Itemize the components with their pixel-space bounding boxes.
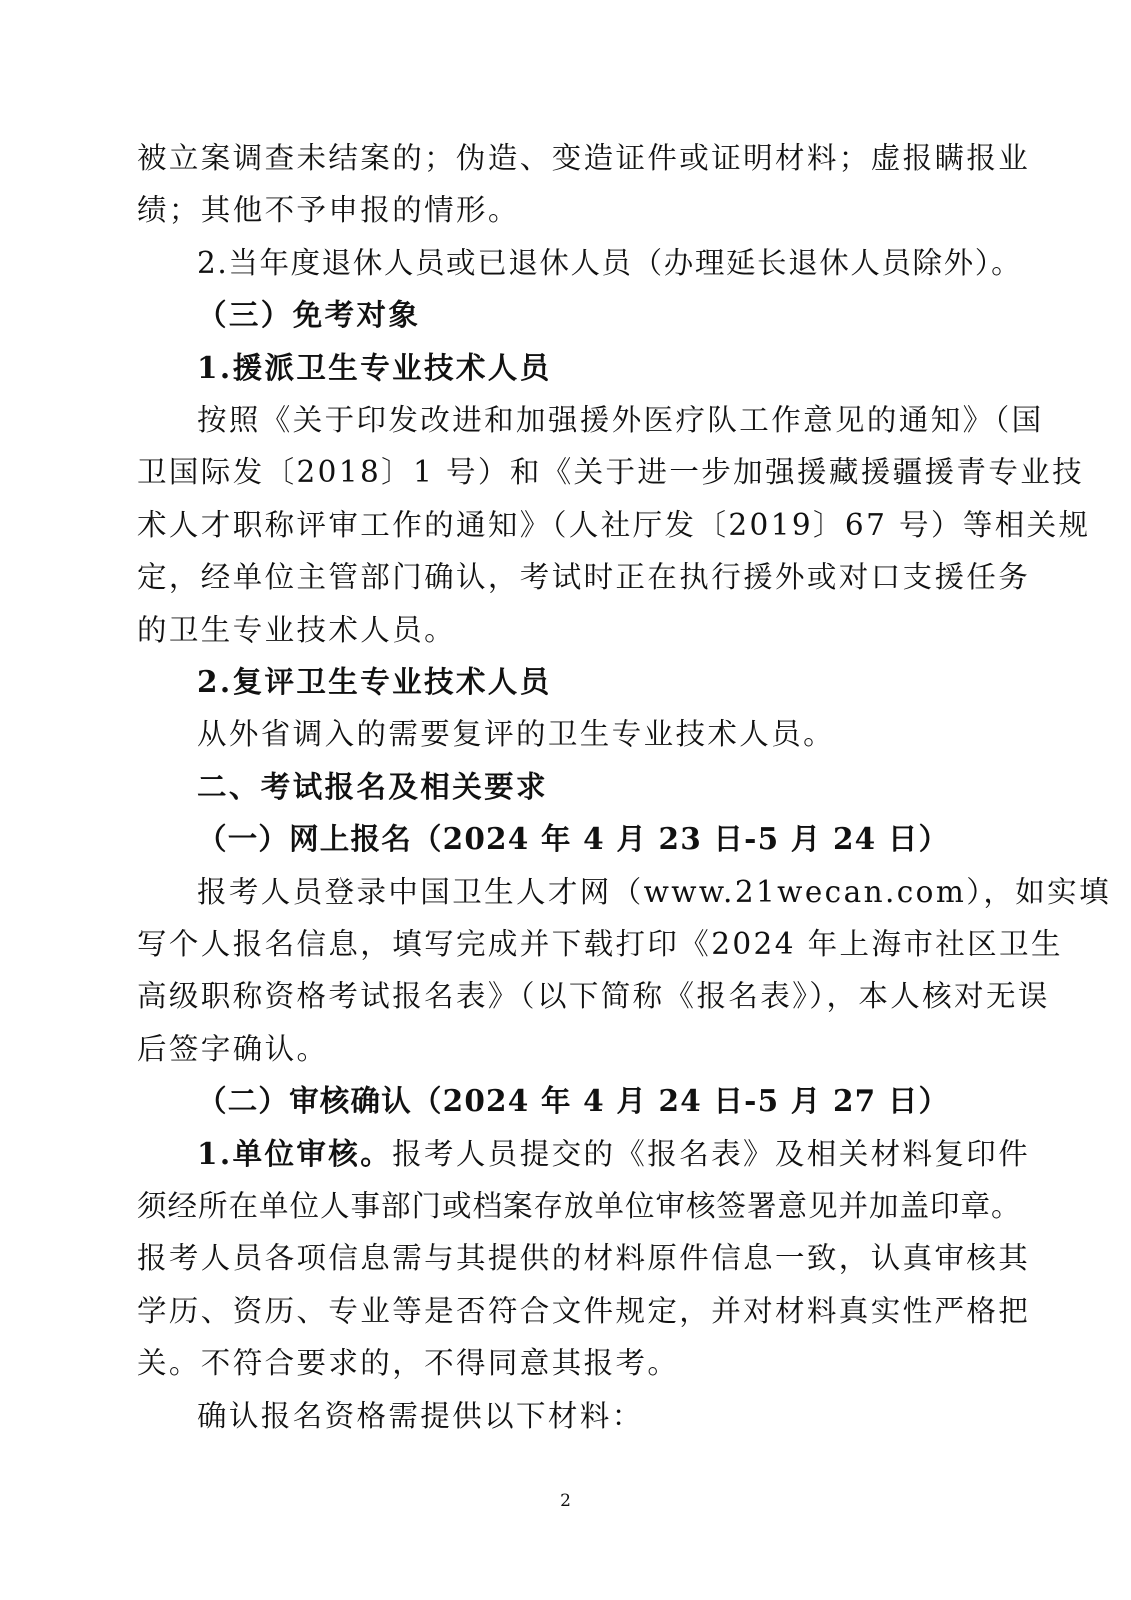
chapter-heading: 二、考试报名及相关要求 (197, 769, 548, 804)
text-line: 后签字确认。 (137, 1032, 329, 1066)
text-line: 按照《关于印发改进和加强援外医疗队工作意见的通知》（国 (197, 403, 1044, 437)
section-heading: （一）网上报名（2024 年 4 月 23 日-5 月 24 日） (197, 821, 950, 856)
paragraph-line (197, 1134, 1031, 1174)
text-line: 2.当年度退休人员或已退休人员（办理延长退休人员除外）。 (197, 246, 1023, 280)
text-line: 学历、资历、专业等是否符合文件规定，并对材料真实性严格把 (137, 1294, 1031, 1328)
section-heading: （三）免考对象 (197, 297, 421, 332)
text-line: 的卫生专业技术人员。 (137, 613, 457, 647)
bold-lead: 1.单位审核。 (197, 1136, 393, 1171)
text-line: 高级职称资格考试报名表》（以下简称《报名表》），本人核对无误 (137, 979, 1050, 1013)
text-line: 术人才职称评审工作的通知》（人社厅发〔2019〕67 号）等相关规 (137, 508, 1091, 542)
text-line: 关。不符合要求的，不得同意其报考。 (137, 1346, 680, 1380)
text-line: 写个人报名信息，填写完成并下载打印《2024 年上海市社区卫生 (137, 927, 1063, 961)
page-number: 2 (560, 1491, 571, 1511)
subsection-heading: 2.复评卫生专业技术人员 (197, 664, 552, 699)
text-line: 从外省调入的需要复评的卫生专业技术人员。 (197, 717, 836, 751)
text-line: 定，经单位主管部门确认，考试时正在执行援外或对口支援任务 (137, 560, 1031, 594)
text-line: 被立案调查未结案的；伪造、变造证件或证明材料；虚报瞒报业 (137, 141, 1031, 175)
subsection-heading: 1.援派卫生专业技术人员 (197, 350, 552, 385)
text-line: 须经所在单位人事部门或档案存放单位审核签署意见并加盖印章。 (137, 1189, 1022, 1223)
text-line: 卫国际发〔2018〕1 号）和《关于进一步加强援藏援疆援青专业技 (137, 455, 1085, 489)
text-line: 确认报名资格需提供以下材料： (197, 1399, 644, 1433)
text-segment: 报考人员提交的《报名表》及相关材料复印件 (392, 1137, 1031, 1171)
section-heading: （二）审核确认（2024 年 4 月 24 日-5 月 27 日） (197, 1083, 950, 1118)
text-line: 报考人员各项信息需与其提供的材料原件信息一致，认真审核其 (137, 1241, 1031, 1275)
text-line: 报考人员登录中国卫生人才网（www.21wecan.com），如实填 (197, 875, 1111, 909)
text-line: 绩；其他不予申报的情形。 (137, 193, 520, 227)
